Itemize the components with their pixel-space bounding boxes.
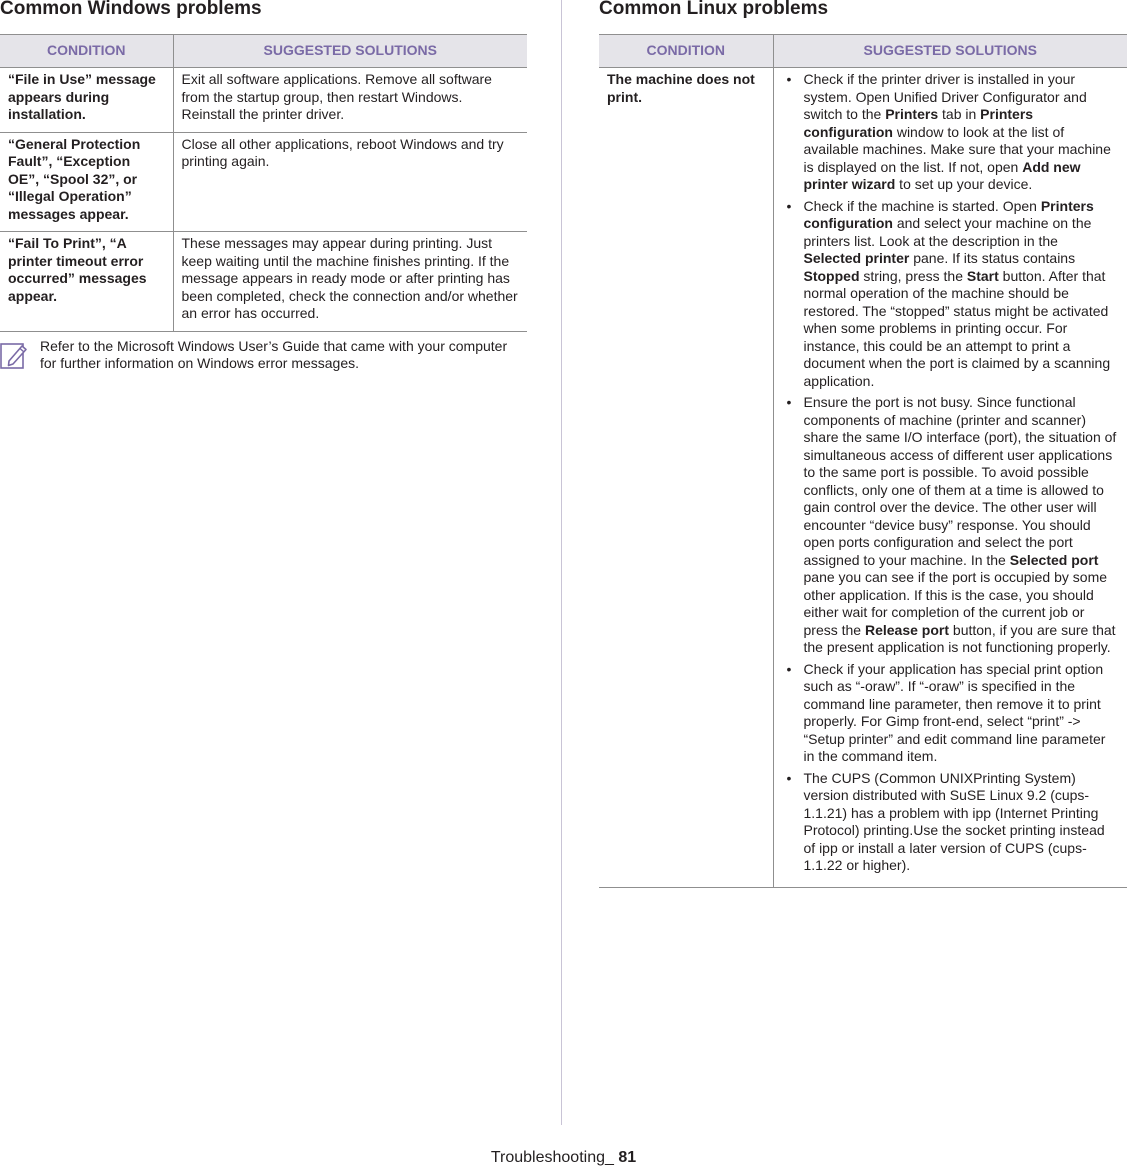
table-header-row — [0, 35, 527, 68]
note-text: Refer to the Microsoft Windows User’s Guide that came with your computer for further information on Windows error messages. — [40, 337, 508, 371]
windows-section-title: Common Windows problems — [0, 0, 262, 19]
bold-term: Printers configuration — [803, 106, 1034, 140]
solution-bullet — [782, 661, 1120, 766]
bullet-text: Ensure the port is not busy. Since functional components of machine (printer and scanner) share the same I/O interface (port), the situation of simultaneous access of different user applications to the same port is possible. To avoid possible conflicts, only one of them at a time is allowed to gain control over the device. The other user will encounter “device busy” response. You should open ports configuration and select the port assigned to your machine. In the — [803, 394, 1117, 568]
bullet-text: The CUPS (Common UNIXPrinting System) version distributed with SuSE Linux 9.2 (cups-1.1.21) has a problem with ipp (Internet Printing Protocol) printing.Use the socket printing instead of ipp or install a later version of CUPS (cups-1.1.22 or higher). — [803, 769, 1105, 873]
table-row — [0, 132, 527, 232]
bold-term: Add new printer wizard — [803, 158, 1081, 192]
table-header-row — [599, 35, 1127, 68]
bullet-text: window to look at the list of available machines. Make sure that your machine is displayed on the list. If not, open — [803, 123, 1111, 175]
solution-bullet — [782, 770, 1120, 875]
solution-cell — [773, 68, 1127, 888]
bullet-text: Check if your application has special print option such as “-oraw”. If “-oraw” is specified in the command line parameter, then remove it to print properly. For Gimp front-end, select “print” -> “Setup printer” and edit command line parameter in the command item. — [803, 660, 1106, 764]
solution-cell: Close all other applications, reboot Windows and try printing again. — [173, 132, 527, 232]
condition-header: CONDITION — [599, 35, 773, 68]
bullet-text: Check if the printer driver is installed in your system. Open Unified Driver Configurator and switch to the — [803, 71, 1087, 122]
condition-cell: The machine does not print. — [599, 68, 773, 888]
table-row — [0, 68, 527, 133]
solution-bullet — [782, 71, 1120, 194]
bullet-text: button. After that normal operation of the machine should be restored. The “stopped” status might be activated when some problems in printing occur. For instance, this could be an attempt to print a document when the port is claimed by a scanning application. — [803, 267, 1111, 389]
bullet-text: string, press the — [859, 267, 967, 284]
solution-cell: These messages may appear during printing. Just keep waiting until the machine finishes printing. If the message appears in ready mode or after printing has been completed, check the connection and/or whether an error has occurred. — [173, 232, 527, 332]
bullet-text: and select your machine on the printers list. Look at the description in the — [803, 215, 1092, 249]
linux-problems-table — [599, 34, 1127, 888]
solution-bullet — [782, 198, 1120, 391]
bold-term: Printers — [885, 106, 939, 122]
column-divider — [561, 0, 562, 1125]
solutions-header: SUGGESTED SOLUTIONS — [173, 35, 527, 68]
table-row — [0, 232, 527, 332]
bold-term: Printers configuration — [803, 197, 1094, 231]
solutions-header: SUGGESTED SOLUTIONS — [773, 35, 1127, 68]
condition-cell: “File in Use” message appears during installation. — [0, 68, 173, 133]
table-row — [599, 68, 1127, 888]
bullet-text: pane. If its status contains — [909, 250, 1076, 266]
condition-header: CONDITION — [0, 35, 173, 68]
linux-problems-section — [599, 0, 1127, 888]
solution-bullet — [782, 394, 1120, 657]
footer-section: Troubleshooting_ — [490, 1149, 614, 1166]
bullet-text: tab in — [938, 106, 981, 122]
solution-bullet-list — [782, 71, 1120, 875]
bullet-text: Check if the machine is started. Open — [803, 197, 1041, 214]
bullet-text: to set up your device. — [895, 176, 1033, 192]
note-box — [0, 338, 527, 373]
bold-term: Selected printer — [803, 250, 910, 266]
windows-problems-section — [0, 0, 527, 373]
windows-problems-table — [0, 34, 527, 332]
solution-cell: Exit all software applications. Remove all software from the startup group, then restart Windows. Reinstall the printer driver. — [173, 68, 527, 133]
page-footer — [0, 1149, 1127, 1167]
page-number: 81 — [618, 1149, 637, 1166]
bold-term: Stopped — [803, 267, 860, 284]
bullet-text: button, if you are sure that the present application is not functioning properly. — [803, 621, 1116, 655]
bold-term: Release port — [864, 621, 950, 638]
condition-cell: “General Protection Fault”, “Exception OE”, “Spool 32”, or “Illegal Operation” messages appear. — [0, 132, 173, 232]
bold-term: Start — [966, 267, 999, 284]
condition-cell: “Fail To Print”, “A printer timeout error occurred” messages appear. — [0, 232, 173, 332]
bullet-text: pane you can see if the port is occupied by some other application. If this is the case, you should either wait for completion of the current job or press the — [803, 569, 1108, 638]
bold-term: Selected port — [1009, 551, 1099, 568]
note-pencil-icon — [0, 340, 28, 370]
linux-section-title: Common Linux problems — [599, 0, 829, 19]
